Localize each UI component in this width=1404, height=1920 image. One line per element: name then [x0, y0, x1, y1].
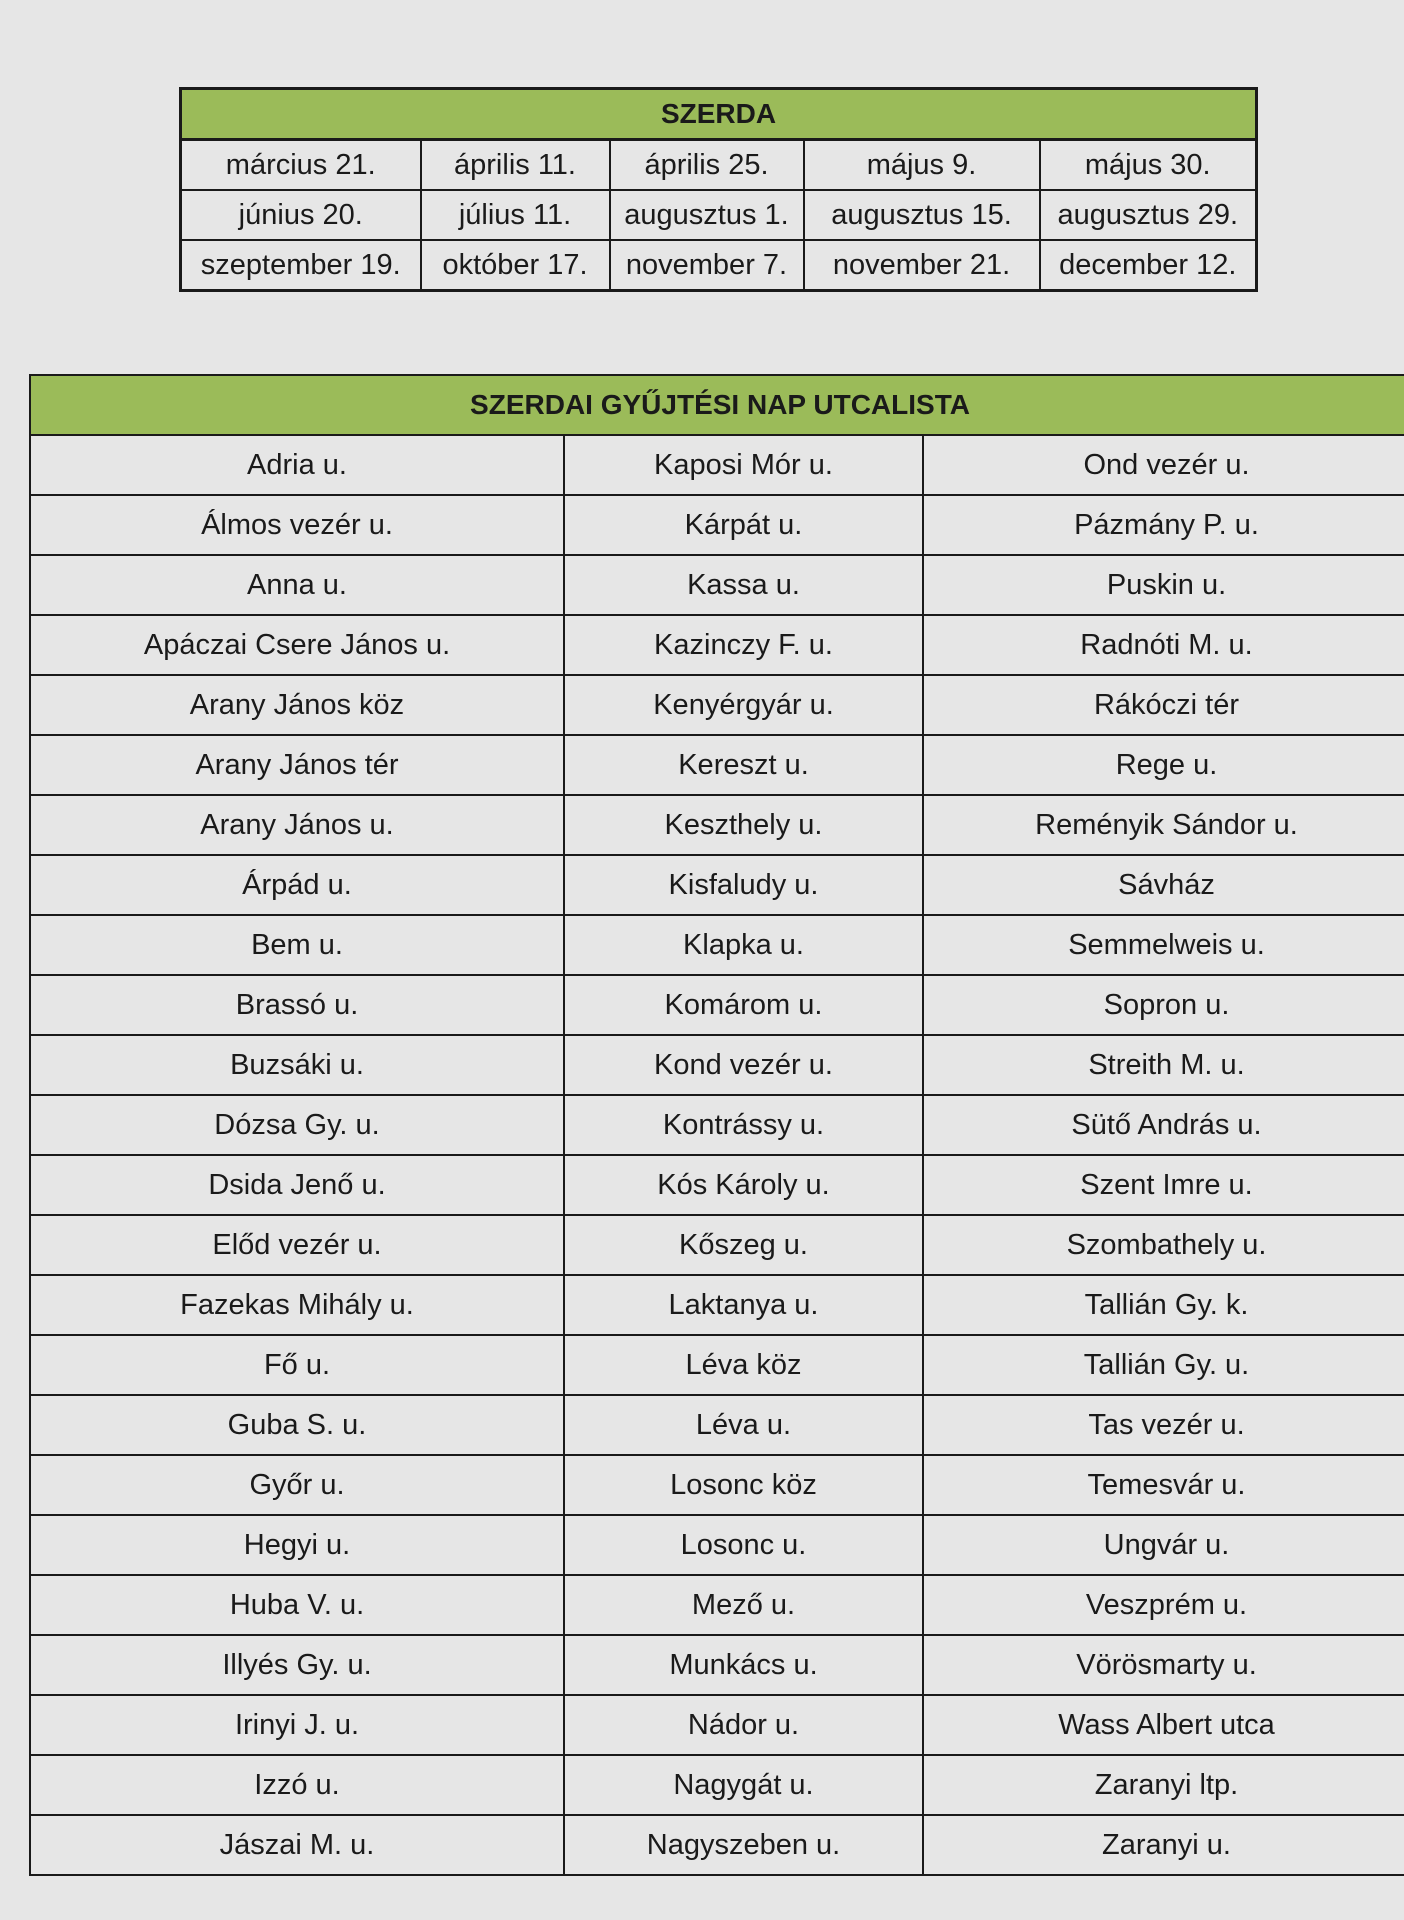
street-name-cell: Előd vezér u. — [30, 1215, 564, 1275]
collection-date-cell: november 21. — [804, 240, 1040, 291]
collection-date-cell: július 11. — [421, 190, 610, 240]
collection-date-cell: november 7. — [610, 240, 804, 291]
street-name-cell: Álmos vezér u. — [30, 495, 564, 555]
street-name-cell: Losonc köz — [564, 1455, 923, 1515]
street-name-cell: Ond vezér u. — [923, 435, 1404, 495]
street-name-cell: Ungvár u. — [923, 1515, 1404, 1575]
street-list-row — [30, 1275, 1404, 1335]
collection-date-cell: május 9. — [804, 140, 1040, 191]
street-name-cell: Zaranyi u. — [923, 1815, 1404, 1875]
street-name-cell: Reményik Sándor u. — [923, 795, 1404, 855]
street-name-cell: Léva köz — [564, 1335, 923, 1395]
street-list-title: SZERDAI GYŰJTÉSI NAP UTCALISTA — [30, 375, 1404, 435]
street-name-cell: Buzsáki u. — [30, 1035, 564, 1095]
street-list-row — [30, 1635, 1404, 1695]
collection-date-cell: április 11. — [421, 140, 610, 191]
street-name-cell: Tallián Gy. u. — [923, 1335, 1404, 1395]
collection-date-cell: szeptember 19. — [181, 240, 421, 291]
street-name-cell: Arany János tér — [30, 735, 564, 795]
street-list-row — [30, 1575, 1404, 1635]
street-name-cell: Munkács u. — [564, 1635, 923, 1695]
street-name-cell: Jászai M. u. — [30, 1815, 564, 1875]
street-name-cell: Illyés Gy. u. — [30, 1635, 564, 1695]
street-list-row — [30, 1095, 1404, 1155]
street-list-row — [30, 735, 1404, 795]
collection-dates-title: SZERDA — [181, 89, 1257, 140]
street-name-cell: Semmelweis u. — [923, 915, 1404, 975]
collection-dates-row — [181, 240, 1257, 291]
street-list-row — [30, 675, 1404, 735]
collection-date-cell: augusztus 29. — [1040, 190, 1257, 240]
street-list-row — [30, 555, 1404, 615]
street-name-cell: Léva u. — [564, 1395, 923, 1455]
street-name-cell: Rege u. — [923, 735, 1404, 795]
street-list-row — [30, 435, 1404, 495]
street-name-cell: Dsida Jenő u. — [30, 1155, 564, 1215]
street-name-cell: Kond vezér u. — [564, 1035, 923, 1095]
collection-date-cell: május 30. — [1040, 140, 1257, 191]
collection-date-cell: június 20. — [181, 190, 421, 240]
street-list-row — [30, 1335, 1404, 1395]
street-name-cell: Klapka u. — [564, 915, 923, 975]
street-list-row — [30, 1815, 1404, 1875]
street-list-row — [30, 1155, 1404, 1215]
street-list-row — [30, 855, 1404, 915]
street-name-cell: Fő u. — [30, 1335, 564, 1395]
collection-date-cell: március 21. — [181, 140, 421, 191]
collection-dates-table — [179, 87, 1258, 292]
street-name-cell: Sütő András u. — [923, 1095, 1404, 1155]
street-name-cell: Laktanya u. — [564, 1275, 923, 1335]
street-name-cell: Sopron u. — [923, 975, 1404, 1035]
collection-date-cell: október 17. — [421, 240, 610, 291]
street-name-cell: Puskin u. — [923, 555, 1404, 615]
street-name-cell: Arany János köz — [30, 675, 564, 735]
street-name-cell: Nagyszeben u. — [564, 1815, 923, 1875]
collection-dates-body — [181, 140, 1257, 291]
street-name-cell: Dózsa Gy. u. — [30, 1095, 564, 1155]
street-name-cell: Apáczai Csere János u. — [30, 615, 564, 675]
street-name-cell: Kazinczy F. u. — [564, 615, 923, 675]
street-name-cell: Kárpát u. — [564, 495, 923, 555]
street-name-cell: Szent Imre u. — [923, 1155, 1404, 1215]
street-name-cell: Streith M. u. — [923, 1035, 1404, 1095]
street-list-row — [30, 1035, 1404, 1095]
street-name-cell: Irinyi J. u. — [30, 1695, 564, 1755]
street-list-row — [30, 1395, 1404, 1455]
collection-dates-row — [181, 140, 1257, 191]
street-name-cell: Nagygát u. — [564, 1755, 923, 1815]
street-name-cell: Kőszeg u. — [564, 1215, 923, 1275]
street-name-cell: Kenyérgyár u. — [564, 675, 923, 735]
street-list-table — [29, 374, 1404, 1876]
street-name-cell: Mező u. — [564, 1575, 923, 1635]
street-name-cell: Kereszt u. — [564, 735, 923, 795]
street-list-row — [30, 1695, 1404, 1755]
street-name-cell: Vörösmarty u. — [923, 1635, 1404, 1695]
collection-dates-header-row — [181, 89, 1257, 140]
street-name-cell: Tallián Gy. k. — [923, 1275, 1404, 1335]
collection-date-cell: augusztus 1. — [610, 190, 804, 240]
street-name-cell: Izzó u. — [30, 1755, 564, 1815]
street-name-cell: Zaranyi ltp. — [923, 1755, 1404, 1815]
street-name-cell: Temesvár u. — [923, 1455, 1404, 1515]
street-name-cell: Kassa u. — [564, 555, 923, 615]
street-name-cell: Kaposi Mór u. — [564, 435, 923, 495]
collection-date-cell: április 25. — [610, 140, 804, 191]
collection-dates-row — [181, 190, 1257, 240]
street-name-cell: Tas vezér u. — [923, 1395, 1404, 1455]
street-name-cell: Anna u. — [30, 555, 564, 615]
street-name-cell: Kontrássy u. — [564, 1095, 923, 1155]
street-list-row — [30, 1215, 1404, 1275]
street-name-cell: Veszprém u. — [923, 1575, 1404, 1635]
street-name-cell: Guba S. u. — [30, 1395, 564, 1455]
street-list-body — [30, 435, 1404, 1875]
street-name-cell: Kisfaludy u. — [564, 855, 923, 915]
street-name-cell: Győr u. — [30, 1455, 564, 1515]
collection-date-cell: december 12. — [1040, 240, 1257, 291]
collection-date-cell: augusztus 15. — [804, 190, 1040, 240]
street-name-cell: Keszthely u. — [564, 795, 923, 855]
street-list-row — [30, 795, 1404, 855]
street-name-cell: Brassó u. — [30, 975, 564, 1035]
street-list-row — [30, 975, 1404, 1035]
street-name-cell: Losonc u. — [564, 1515, 923, 1575]
street-name-cell: Fazekas Mihály u. — [30, 1275, 564, 1335]
street-list-row — [30, 915, 1404, 975]
street-name-cell: Nádor u. — [564, 1695, 923, 1755]
street-name-cell: Bem u. — [30, 915, 564, 975]
street-list-header-row — [30, 375, 1404, 435]
street-name-cell: Wass Albert utca — [923, 1695, 1404, 1755]
street-name-cell: Adria u. — [30, 435, 564, 495]
street-name-cell: Arany János u. — [30, 795, 564, 855]
street-name-cell: Pázmány P. u. — [923, 495, 1404, 555]
street-name-cell: Kós Károly u. — [564, 1155, 923, 1215]
street-list-row — [30, 1755, 1404, 1815]
street-name-cell: Szombathely u. — [923, 1215, 1404, 1275]
street-name-cell: Rákóczi tér — [923, 675, 1404, 735]
street-name-cell: Árpád u. — [30, 855, 564, 915]
street-list-row — [30, 615, 1404, 675]
street-list-row — [30, 1455, 1404, 1515]
street-name-cell: Huba V. u. — [30, 1575, 564, 1635]
street-list-row — [30, 495, 1404, 555]
street-name-cell: Komárom u. — [564, 975, 923, 1035]
street-name-cell: Hegyi u. — [30, 1515, 564, 1575]
street-name-cell: Radnóti M. u. — [923, 615, 1404, 675]
street-list-row — [30, 1515, 1404, 1575]
street-name-cell: Sávház — [923, 855, 1404, 915]
